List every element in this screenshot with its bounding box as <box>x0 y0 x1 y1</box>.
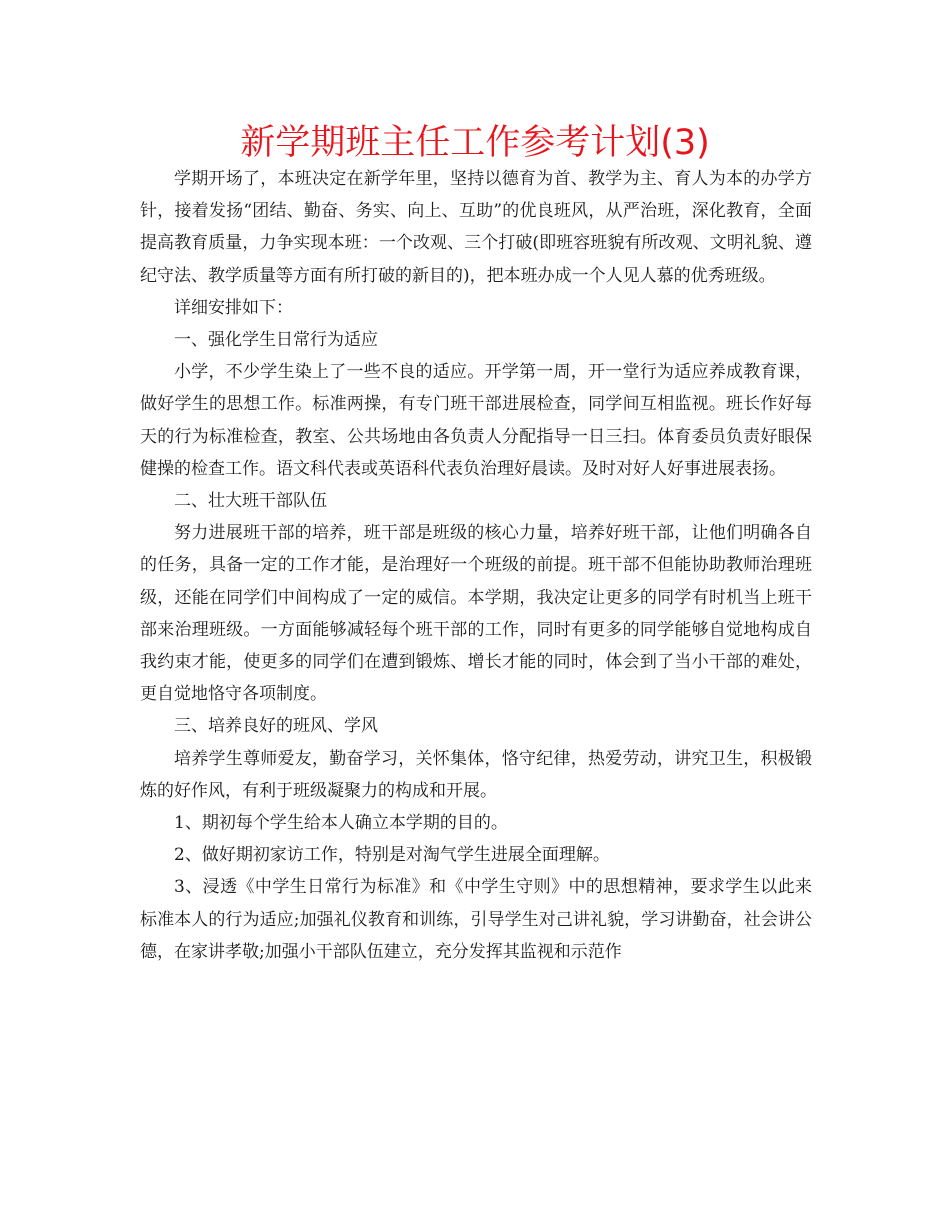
document-body <box>140 163 812 968</box>
section-heading-2: 二、壮大班干部队伍 <box>174 491 327 512</box>
section-heading-3: 三、培养良好的班风、学风 <box>174 716 378 737</box>
paragraph-arrangement: 详细安排如下： <box>174 297 293 318</box>
paragraph-section-2: 努力进展班干部的培养，班干部是班级的核心力量，培养好班干部，让他们明确各自的任务，具备一定的工作才能，是治理好一个班级的前提。班干部不但能协助教师治理班级，还能在同学们中间构成了一定的威信。本学期，我决定让更多的同学有时机当上班干部来治理班级。一方面能够减轻每个班干部的工作，同时有更多的同学能够自觉地构成自我约束才能，使更多的同学们在遭到锻炼、增长才能的同时，体会到了当小干部的难处，更自觉地恪守各项制度。 <box>140 523 812 705</box>
paragraph-intro: 学期开场了，本班决定在新学年里，坚持以德育为首、教学为主、育人为本的办学方针，接着发扬“团结、勤奋、务实、向上、互助”的优良班风，从严治班，深化教育，全面提高教育质量，力争实现本班：一个改观、三个打破(即班容班貌有所改观、文明礼貌、遵纪守法、教学质量等方面有所打破的新目的)，把本班办成一个人见人慕的优秀班级。 <box>140 169 812 286</box>
list-item-1: 1、期初每个学生给本人确立本学期的目的。 <box>174 813 508 834</box>
list-item-3: 3、浸透《中学生日常行为标准》和《中学生守则》中的思想精神，要求学生以此来标准本人的行为适应;加强礼仪教育和训练，引导学生对己讲礼貌，学习讲勤奋，社会讲公德，在家讲孝敬;加强小干部队伍建立，充分发挥其监视和示范作 <box>140 877 812 962</box>
section-heading-1: 一、强化学生日常行为适应 <box>174 330 378 351</box>
paragraph-section-1: 小学，不少学生染上了一些不良的适应。开学第一周，开一堂行为适应养成教育课，做好学生的思想工作。标准两操，有专门班干部进展检查，同学间互相监视。班长作好每天的行为标准检查，教室、公共场地由各负责人分配指导一日三扫。体育委员负责好眼保健操的检查工作。语文科代表或英语科代表负治理好晨读。及时对好人好事进展表扬。 <box>140 362 812 479</box>
list-item-2: 2、做好期初家访工作，特别是对淘气学生进展全面理解。 <box>174 845 610 866</box>
paragraph-section-3: 培养学生尊师爱友，勤奋学习，关怀集体，恪守纪律，热爱劳动，讲究卫生，积极锻炼的好作风，有利于班级凝聚力的构成和开展。 <box>140 748 812 801</box>
document-title: 新学期班主任工作参考计划(3) <box>240 123 710 163</box>
